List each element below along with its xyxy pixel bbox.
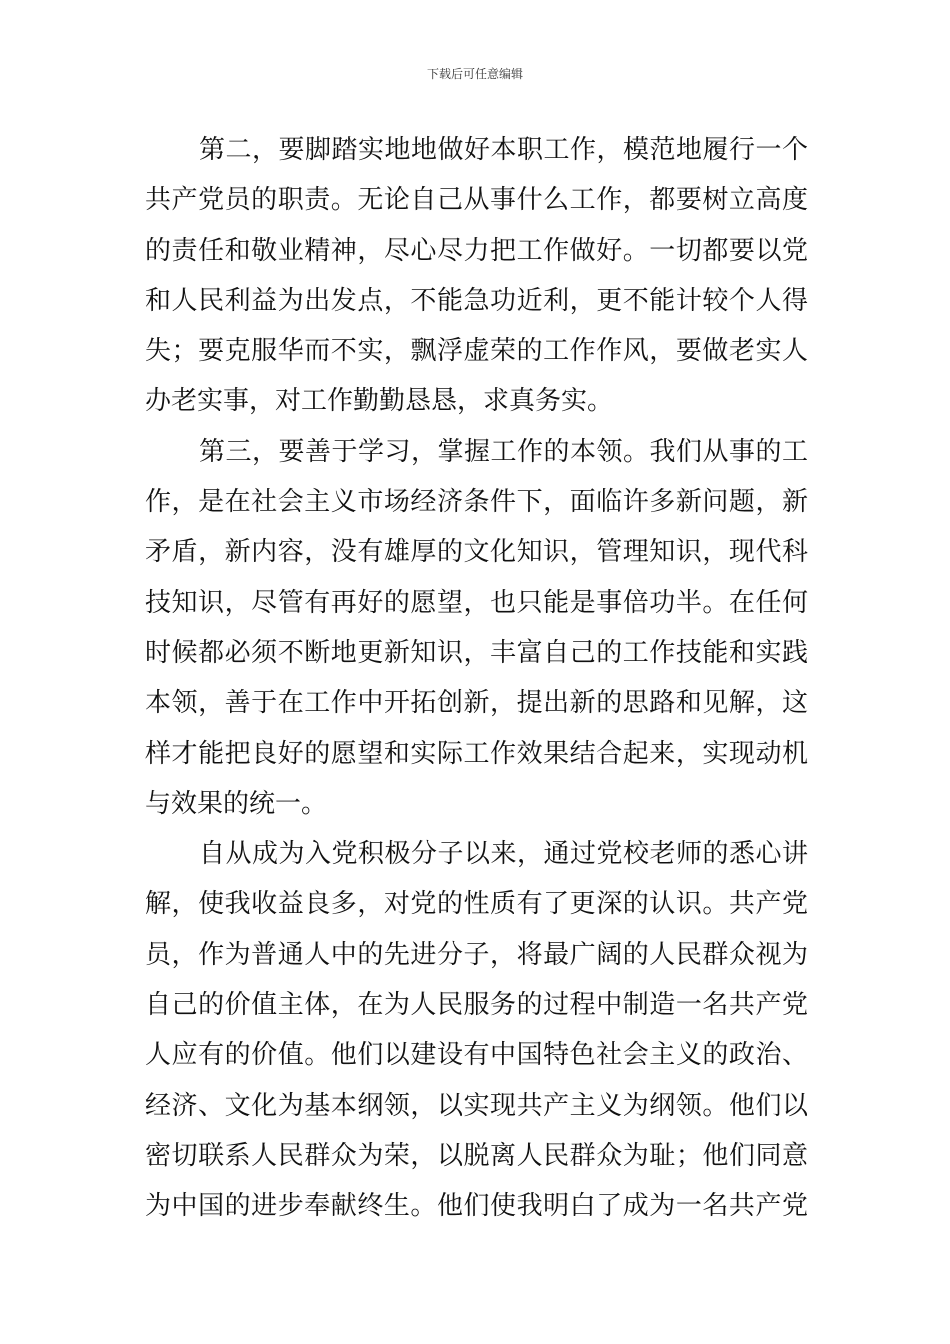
text-line: 解，使我收益良多，对党的性质有了更深的认识。共产党 [145, 889, 808, 920]
text-line: 作，是在社会主义市场经济条件下，面临许多新问题，新 [145, 487, 808, 518]
text-line: 共产党员的职责。无论自己从事什么工作，都要树立高度 [145, 185, 808, 216]
paragraph-party-activist [145, 829, 808, 1231]
text-line: 技知识，尽管有再好的愿望，也只能是事倍功半。在任何 [145, 587, 808, 618]
text-line: 经济、文化为基本纲领，以实现共产主义为纲领。他们以 [145, 1090, 808, 1121]
text-line: 自从成为入党积极分子以来，通过党校老师的悉心讲 [199, 839, 808, 870]
page-header: 下载后可任意编辑 [426, 67, 523, 81]
text-line: 自己的价值主体，在为人民服务的过程中制造一名共产党 [145, 990, 808, 1021]
text-line: 矛盾，新内容，没有雄厚的文化知识，管理知识，现代科 [145, 537, 808, 568]
text-line: 员，作为普通人中的先进分子，将最广阔的人民群众视为 [145, 939, 808, 970]
text-line: 人应有的价值。他们以建设有中国特色社会主义的政治、 [145, 1040, 808, 1071]
text-line: 的责任和敬业精神，尽心尽力把工作做好。一切都要以党 [145, 235, 808, 266]
text-line: 办老实事，对工作勤勤恳恳，求真务实。 [145, 386, 614, 417]
text-line: 和人民利益为出发点，不能急功近利，更不能计较个人得 [145, 285, 808, 316]
text-line: 第二，要脚踏实地地做好本职工作，模范地履行一个 [199, 135, 808, 165]
document-body [145, 125, 808, 1232]
text-line: 与效果的统一。 [145, 788, 328, 819]
text-line: 时候都必须不断地更新知识，丰富自己的工作技能和实践 [145, 637, 808, 668]
text-line: 本领，善于在工作中开拓创新，提出新的思路和见解，这 [145, 688, 808, 719]
text-line: 样才能把良好的愿望和实际工作效果结合起来，实现动机 [145, 738, 808, 769]
text-line: 失；要克服华而不实，飘浮虚荣的工作作风，要做老实人 [145, 336, 808, 367]
paragraph-duty [145, 125, 808, 427]
text-line: 第三，要善于学习，掌握工作的本领。我们从事的工 [199, 436, 808, 467]
paragraph-learning [145, 427, 808, 829]
text-line: 密切联系人民群众为荣，以脱离人民群众为耻；他们同意 [145, 1140, 808, 1171]
text-line: 为中国的进步奉献终生。他们使我明白了成为一名共产党 [145, 1191, 808, 1222]
